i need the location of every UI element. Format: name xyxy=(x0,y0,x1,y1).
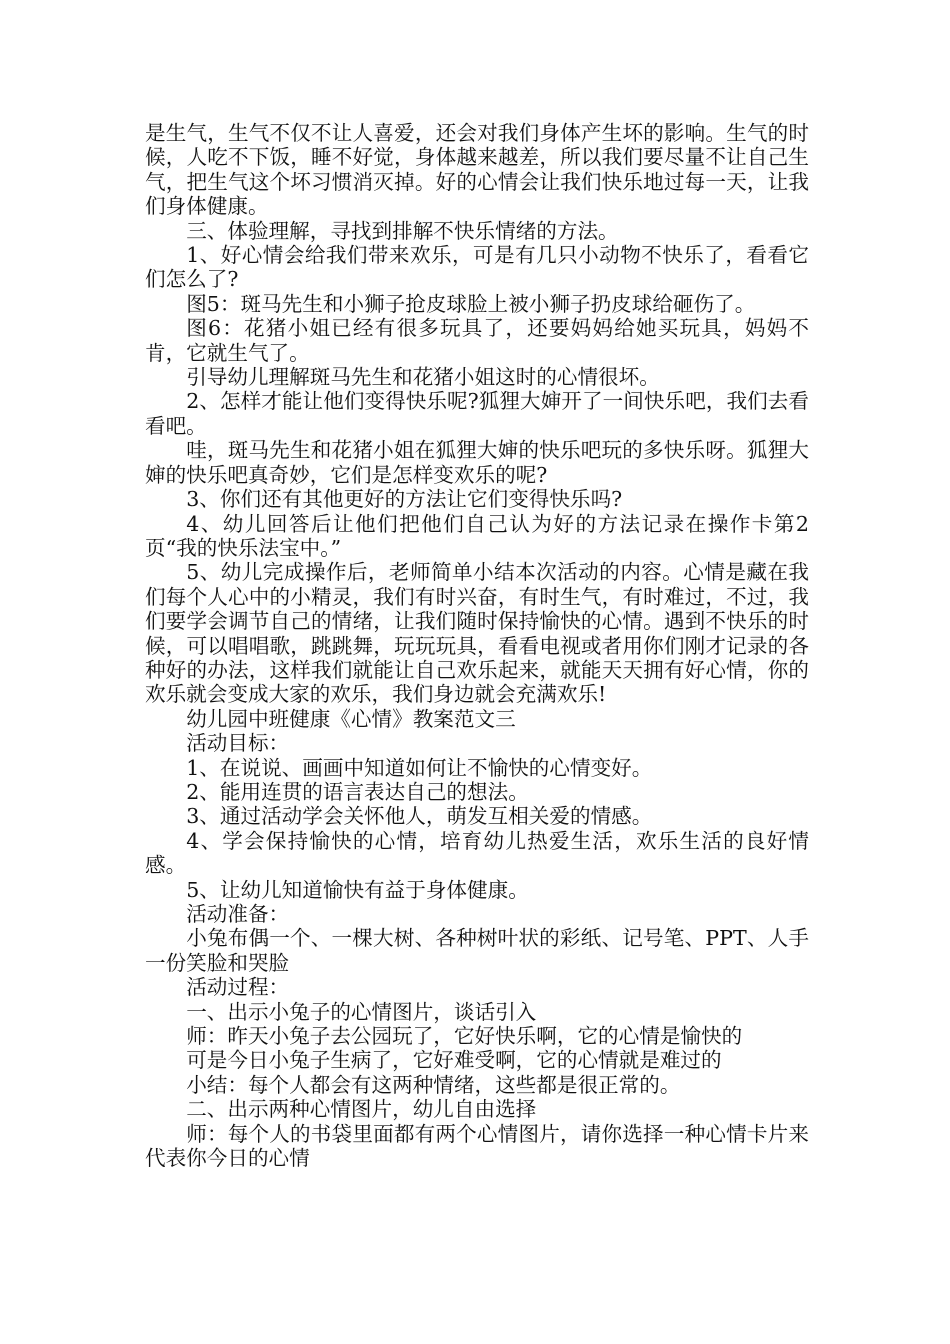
paragraph: 图5：斑马先生和小狮子抢皮球脸上被小狮子扔皮球给砸伤了。 xyxy=(186,291,756,316)
paragraph: 哇，斑马先生和花猪小姐在狐狸大婶的快乐吧玩的多快乐呀。狐狸大婶的快乐吧真奇妙，它们是怎样变欢乐的呢? xyxy=(145,438,809,487)
paragraph: 4、学会保持愉快的心情，培育幼儿热爱生活，欢乐生活的良好情感。 xyxy=(145,828,809,878)
document-page xyxy=(145,121,809,1170)
paragraph: 3、你们还有其他更好的方法让它们变得快乐吗? xyxy=(186,487,623,512)
paragraph: 活动目标： xyxy=(186,731,290,756)
paragraph: 2、能用连贯的语言表达自己的想法。 xyxy=(186,779,529,804)
paragraph: 5、幼儿完成操作后，老师简单小结本次活动的内容。心情是藏在我们每个人心中的小精灵，我们有时兴奋，有时生气，有时难过，不过，我们要学会调节自己的情绪，让我们随时保持愉快的心情。遇到不快乐的时候，可以唱唱歌，跳跳舞，玩玩玩具，看看电视或者用你们刚才记录的各种好的办法，这样我们就能让自己欢乐起来，就能天天拥有好心情，你的欢乐就会变成大家的欢乐，我们身边就会充满欢乐! xyxy=(145,560,809,707)
paragraph: 2、怎样才能让他们变得快乐呢?狐狸大婶开了一间快乐吧，我们去看看吧。 xyxy=(145,389,809,438)
paragraph: 一、出示小兔子的心情图片，谈话引入 xyxy=(186,999,537,1024)
paragraph: 二、出示两种心情图片，幼儿自由选择 xyxy=(186,1097,537,1122)
paragraph: 3、通过活动学会关怀他人，萌发互相关爱的情感。 xyxy=(186,804,653,829)
paragraph: 是生气，生气不仅不让人喜爱，还会对我们身体产生坏的影响。生气的时候，人吃不下饭，睡不好觉，身体越来越差，所以我们要尽量不让自己生气，把生气这个坏习惯消灭掉。好的心情会让我们快乐地过每一天，让我们身体健康。 xyxy=(145,121,809,219)
section-heading: 幼儿园中班健康《心情》教案范文三 xyxy=(186,706,516,731)
paragraph: 5、让幼儿知道愉快有益于身体健康。 xyxy=(186,877,529,902)
paragraph: 师：每个人的书袋里面都有两个心情图片，请你选择一种心情卡片来代表你今日的心情 xyxy=(145,1121,809,1171)
paragraph: 1、好心情会给我们带来欢乐，可是有几只小动物不快乐了，看看它们怎么了? xyxy=(145,243,809,292)
paragraph: 活动过程： xyxy=(186,975,290,1000)
paragraph: 图6：花猪小姐已经有很多玩具了，还要妈妈给她买玩具，妈妈不肯，它就生气了。 xyxy=(145,316,809,365)
paragraph: 小结：每个人都会有这两种情绪，这些都是很正常的。 xyxy=(186,1072,681,1097)
paragraph: 1、在说说、画画中知道如何让不愉快的心情变好。 xyxy=(186,755,653,780)
paragraph: 活动准备： xyxy=(186,902,290,926)
paragraph: 师：昨天小兔子去公园玩了，它好快乐啊，它的心情是愉快的 xyxy=(186,1024,743,1049)
paragraph: 小兔布偶一个、一棵大树、各种树叶状的彩纸、记号笔、PPT、人手一份笑脸和哭脸 xyxy=(145,926,809,975)
paragraph: 可是今日小兔子生病了，它好难受啊，它的心情就是难过的 xyxy=(186,1048,722,1073)
paragraph: 引导幼儿理解斑马先生和花猪小姐这时的心情很坏。 xyxy=(186,365,660,390)
paragraph: 4、幼儿回答后让他们把他们自己认为好的方法记录在操作卡第2页“我的快乐法宝中。” xyxy=(145,511,809,560)
paragraph: 三、体验理解，寻找到排解不快乐情绪的方法。 xyxy=(186,218,619,243)
